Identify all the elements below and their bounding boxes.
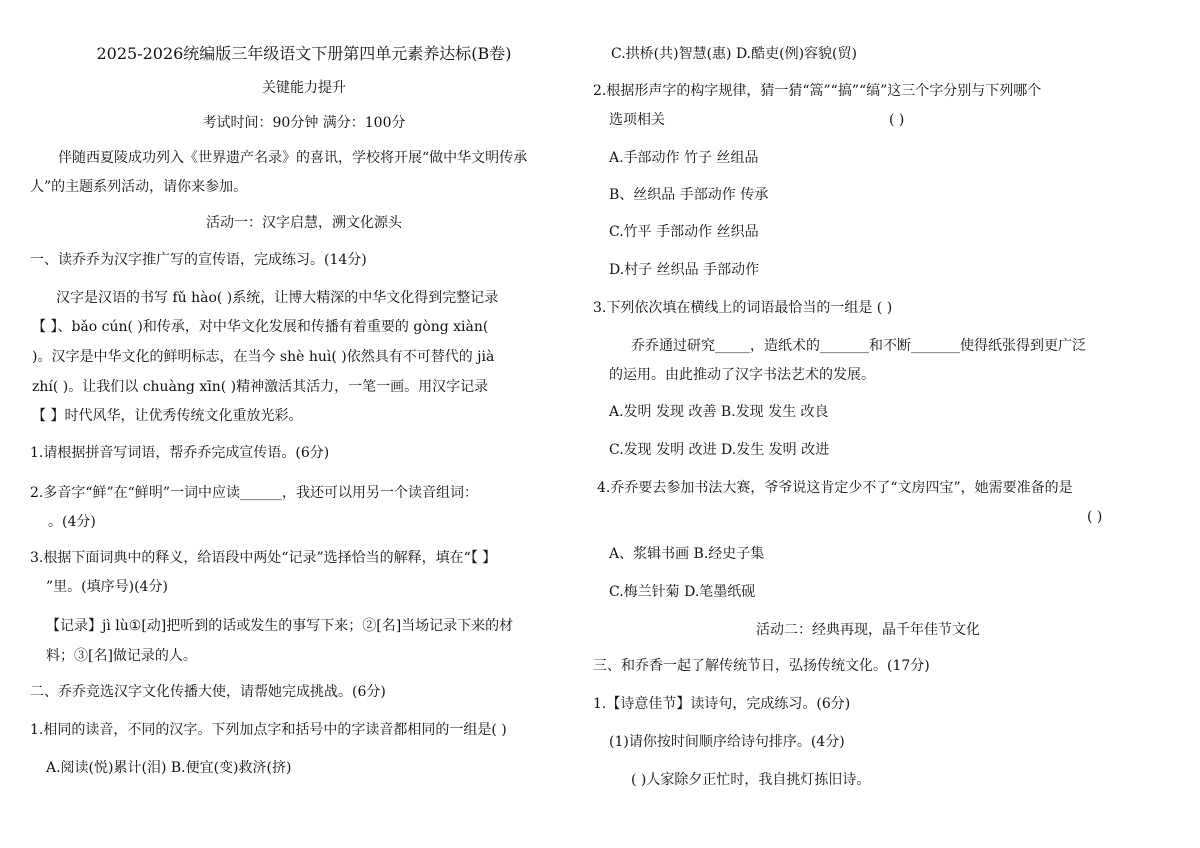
passage-line-3: )。汉字是中华文化的鲜明标志，在当今 shè huì( )依然具有不可替代的 jià: [32, 349, 495, 365]
question-2-2: 2.根据形声字的构字规律，猜一猜“篙”“搞”“缟”这三个字分别与下列哪个: [593, 83, 1042, 99]
question-2-2-answer-paren: ( ): [889, 112, 905, 128]
question-2-2-option-d: D.村子 丝织品 手部动作: [609, 262, 760, 278]
question-3-1: 1.【诗意佳节】读诗句，完成练习。(6分): [593, 696, 851, 712]
passage-line-4: zhí( )。让我们以 chuàng xīn( )精神激活其活力，一笔一画。用汉字记录: [32, 379, 489, 395]
question-2-4: 4.乔乔要去参加书法大赛，爷爷说这肯定少不了“文房四宝”，她需要准备的是: [597, 480, 1073, 496]
question-1-2: 2.多音字“鲜”在“鲜明”一词中应读______，我还可以用另一个读音组词：: [30, 485, 478, 501]
section-two-heading: 二、乔乔竞选汉字文化传播大使，请帮她完成挑战。(6分): [30, 684, 386, 700]
question-2-1-options-ab: A.阅读(悦)累计(泪) B.便宜(变)救济(挤): [46, 760, 292, 776]
question-2-1-options-cd: C.拱桥(共)智慧(惠) D.酷吏(例)容貌(贸): [611, 46, 857, 62]
passage-line-2: 【 】、bǎo cún( )和传承，对中华文化发展和传播有着重要的 gòng xiàn(: [32, 319, 489, 335]
question-2-4-answer-paren: ( ): [1087, 509, 1103, 525]
section-one-heading: 一、读乔乔为汉字推广写的宣传语，完成练习。(14分): [30, 252, 367, 268]
question-2-3-options-ab: A.发明 发现 改善 B.发现 发生 改良: [609, 404, 829, 420]
question-2-4-options-cd: C.梅兰针菊 D.笔墨纸砚: [609, 584, 756, 600]
passage-line-1: 汉字是汉语的书写 fǔ hào( )系统，让博大精深的中华文化得到完整记录: [56, 290, 499, 306]
activity-one-heading: 活动一：汉字启慧，溯文化源头: [206, 215, 402, 231]
poem-line: ( )人家除夕正忙时，我自挑灯拣旧诗。: [631, 772, 871, 788]
question-1-3: 3.根据下面词典中的释义，给语段中两处“记录”选择恰当的解释，填在“【 】: [30, 550, 497, 566]
question-2-3-sentence-2: 的运用。由此推动了汉字书法艺术的发展。: [609, 367, 875, 383]
exam-subtitle: 关键能力提升: [262, 80, 346, 96]
intro-line-1: 伴随西夏陵成功列入《世界遗产名录》的喜讯，学校将开展“做中华文明传承: [58, 150, 528, 166]
question-2-2-option-c: C.竹平 手部动作 丝织品: [609, 224, 759, 240]
question-2-3-options-cd: C.发现 发明 改进 D.发生 发明 改进: [609, 442, 830, 458]
question-2-3-sentence-1: 乔乔通过研究_____，造纸术的_______和不断_______使得纸张得到更广泛: [631, 338, 1086, 354]
exam-info: 考试时间：90分钟 满分：100分: [202, 115, 406, 131]
passage-line-5: 【 】时代风华，让优秀传统文化重放光彩。: [32, 408, 303, 424]
dictionary-entry-line-1: 【记录】jì lù①[动]把听到的话或发生的事写下来；②[名]当场记录下来的材: [46, 618, 514, 634]
question-1-2-cont: 。(4分): [48, 514, 96, 530]
intro-line-2: 人”的主题系列活动，请你来参加。: [30, 179, 248, 195]
question-2-2-cont: 选项相关: [609, 112, 665, 128]
section-three-heading: 三、和乔香一起了解传统节日，弘扬传统文化。(17分): [593, 658, 930, 674]
question-3-1-1: (1)请你按时间顺序给诗句排序。(4分): [609, 734, 845, 750]
question-2-1: 1.相同的读音，不同的汉字。下列加点字和括号中的字读音都相同的一组是( ): [30, 722, 507, 738]
question-2-2-option-a: A.手部动作 竹子 丝组品: [609, 150, 759, 166]
question-2-2-option-b: B、丝织品 手部动作 传承: [609, 187, 769, 203]
question-1-3-cont: ”里。(填序号)(4分): [46, 579, 168, 595]
question-2-4-options-ab: A、浆辑书画 B.经史子集: [609, 546, 765, 562]
question-1-1: 1.请根据拼音写词语，帮乔乔完成宣传语。(6分): [30, 445, 330, 461]
question-2-3: 3.下列依次填在横线上的词语最恰当的一组是 ( ): [593, 300, 893, 316]
activity-two-heading: 活动二：经典再现，晶千年佳节文化: [756, 622, 980, 638]
exam-title: 2025-2026统编版三年级语文下册第四单元素养达标(B卷): [96, 44, 512, 63]
dictionary-entry-line-2: 料；③[名]做记录的人。: [46, 648, 197, 664]
